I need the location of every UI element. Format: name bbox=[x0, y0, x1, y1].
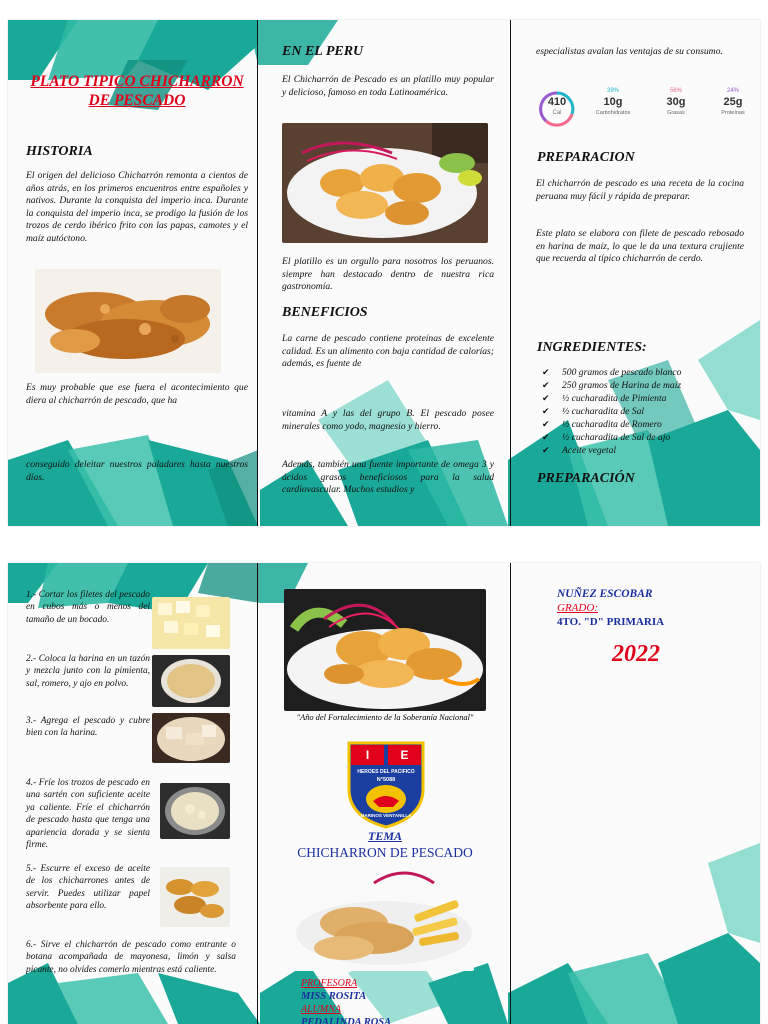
historia-heading: HISTORIA bbox=[26, 144, 93, 159]
crest-arc: MARINOS VENTANILLA bbox=[360, 813, 412, 818]
ingredient-item bbox=[536, 392, 746, 405]
ingredient-text: 500 gramos de pescado blanco bbox=[562, 367, 682, 378]
calories-value: 410 bbox=[547, 96, 567, 108]
step-6: 6.- Sirve el chicharrón de pescado como entrante o botana acompañada de mayonesa, limón y salsa picante, no olvides comerlo mientras está caliente. bbox=[26, 940, 236, 975]
crest-letter-i: I bbox=[365, 748, 370, 762]
alumna-name: PEDALINDA ROSA bbox=[301, 1017, 392, 1024]
check-icon: ✔ bbox=[542, 393, 550, 403]
school-crest bbox=[343, 739, 429, 829]
brochure-page-back bbox=[8, 563, 760, 1024]
historia-text-2: Es muy probable que ese fuera el acontecimiento que diera al chicharrón de pescado, que ha bbox=[26, 382, 248, 406]
step-3: 3.- Agrega el pescado y cubre bien con la harina. bbox=[26, 716, 150, 739]
step-1-photo bbox=[152, 597, 230, 649]
check-icon: ✔ bbox=[542, 367, 550, 377]
year-caption: "Año del Fortalecimiento de la Soberanía Nacional" bbox=[296, 713, 474, 722]
chicharron-photo-2 bbox=[282, 123, 488, 243]
historia-text: El origen del delicioso Chicharrón remonta a cientos de años atrás, en los primeros encuentros entre españoles y nativos. Durante la conquista del imperio inca. Durante la conquista del imperio inca, se prodigo la fusión de los trozos de cerdo ibérico frito con las papas, camotes y el maíz autóctono. bbox=[26, 170, 248, 244]
ingredient-item bbox=[536, 405, 746, 418]
ingredients-list bbox=[536, 366, 746, 457]
check-icon: ✔ bbox=[542, 406, 550, 416]
tema-label: TEMA bbox=[367, 829, 402, 843]
ingredient-text: 250 gramos de Harina de maíz bbox=[562, 380, 682, 391]
crest-banner: HEROES DEL PACIFICO bbox=[357, 769, 415, 775]
ingredient-text: ½ cucharadita de Sal bbox=[562, 406, 645, 417]
year-label: 2022 bbox=[612, 641, 660, 667]
ingredientes-heading: INGREDIENTES: bbox=[537, 340, 647, 355]
chicharron-photo-1 bbox=[35, 269, 221, 373]
en-el-peru-text-2: El platillo es un orgullo para nosotros los peruanos. siempre han destacado dentro de nuestra rica gastronomía. bbox=[282, 256, 494, 293]
brochure-title: PLATO TIPICO CHICHARRON DE PESCADO bbox=[30, 73, 244, 109]
nutrient-protein: 24% 25g Proteínas bbox=[721, 88, 745, 116]
step-2: 2.- Coloca la harina en un tazón y mezcla junto con la pimienta, sal, romero, y ajo en polvo. bbox=[26, 654, 150, 689]
beneficios-text-2: vitamina A y las del grupo B. El pescado posee minerales como yodo, magnesio y hierro. bbox=[282, 408, 494, 432]
historia-text-3: conseguido deleitar nuestros paladares hasta nuestros días. bbox=[26, 459, 248, 483]
fold-line-4 bbox=[510, 563, 511, 1024]
brochure-page-front bbox=[8, 20, 760, 526]
crest-letter-e: E bbox=[400, 748, 409, 762]
ingredient-text: ½ cucharadita de Sal de ajo bbox=[562, 432, 671, 443]
ingredient-item bbox=[536, 431, 746, 444]
profesora-label: PROFESORA bbox=[301, 978, 358, 989]
check-icon: ✔ bbox=[542, 419, 550, 429]
cover-photo bbox=[284, 589, 486, 711]
preparacion-2-heading: PREPARACIÓN bbox=[537, 471, 635, 486]
fold-line-1 bbox=[257, 20, 258, 526]
grado-label: GRADO: bbox=[557, 602, 598, 614]
ingredient-item bbox=[536, 418, 746, 431]
en-el-peru-heading: EN EL PERU bbox=[282, 44, 364, 59]
grado-value: 4TO. "D" PRIMARIA bbox=[557, 616, 665, 628]
step-3-photo bbox=[152, 713, 230, 763]
preparacion-text: El chicharrón de pescado es una receta de la cocina peruana muy fácil y rápida de preparar. bbox=[536, 178, 744, 202]
consumo-text: especialistas avalan las ventajas de su consumo. bbox=[536, 46, 723, 57]
nutrient-carbs: 39% 10g Carbohidratos bbox=[595, 88, 631, 116]
beneficios-text-3: Además, también una fuente importante de omega 3 y ácidos grasos beneficiosos para la salud cardiovascular. Muchos estudios y bbox=[282, 459, 494, 496]
nutrient-fat: 56% 30g Grasas bbox=[666, 88, 686, 116]
ingredient-item bbox=[536, 366, 746, 379]
column-historia bbox=[26, 72, 248, 110]
step-5: 5.- Escurre el exceso de aceite de los chicharrones antes de servir. Puedes utilizar papel absorbente para ello. bbox=[26, 864, 150, 912]
check-icon: ✔ bbox=[542, 432, 550, 442]
fold-line-2 bbox=[510, 20, 511, 526]
step-4-photo bbox=[160, 783, 230, 839]
preparacion-text-2: Este plato se elabora con filete de pescado rebosado en harina de maíz, lo que le da una textura crujiente que recuerda al típico chicharrón de cerdo. bbox=[536, 228, 744, 265]
en-el-peru-text: El Chicharrón de Pescado es un platillo muy popular y delicioso, famoso en toda Latinoamérica. bbox=[282, 74, 494, 98]
ingredient-item bbox=[536, 444, 746, 457]
ingredient-text: Aceite vegetal bbox=[562, 445, 617, 456]
check-icon: ✔ bbox=[542, 380, 550, 390]
step-5-photo bbox=[160, 867, 230, 927]
ingredient-item bbox=[536, 379, 746, 392]
nutrition-facts bbox=[538, 88, 748, 132]
ingredient-text: ½ cucharadita de Romero bbox=[562, 419, 662, 430]
profesora-name: MISS ROSITA bbox=[301, 991, 367, 1002]
step-2-photo bbox=[152, 655, 230, 707]
step-4: 4.- Fríe los trozos de pescado en una sartén con suficiente aceite ya caliente. Fríe el chicharrón de pescado hasta que tenga una apariencia dorada y se sienta firme. bbox=[26, 778, 150, 851]
tema-title: CHICHARRON DE PESCADO bbox=[297, 845, 473, 860]
beneficios-text: La carne de pescado contiene proteínas de excelente calidad. Es un alimento con baja cantidad de calorías; además, es fuente de bbox=[282, 333, 494, 370]
check-icon: ✔ bbox=[542, 445, 550, 455]
alumna-label: ALUMNA bbox=[301, 1004, 341, 1015]
ingredient-text: ½ cucharadita de Pimienta bbox=[562, 393, 667, 404]
student-surname: NUÑEZ ESCOBAR bbox=[557, 588, 653, 600]
step-1: 1.- Cortar los filetes del pescado en cubos más o menos del tamaño de un bocado. bbox=[26, 590, 150, 625]
preparacion-heading: PREPARACION bbox=[537, 150, 635, 165]
fold-line-3 bbox=[257, 563, 258, 1024]
calories-label: Cal bbox=[552, 110, 562, 116]
tema-photo bbox=[294, 863, 474, 971]
beneficios-heading: BENEFICIOS bbox=[282, 305, 368, 320]
crest-number: N°5088 bbox=[376, 777, 396, 783]
